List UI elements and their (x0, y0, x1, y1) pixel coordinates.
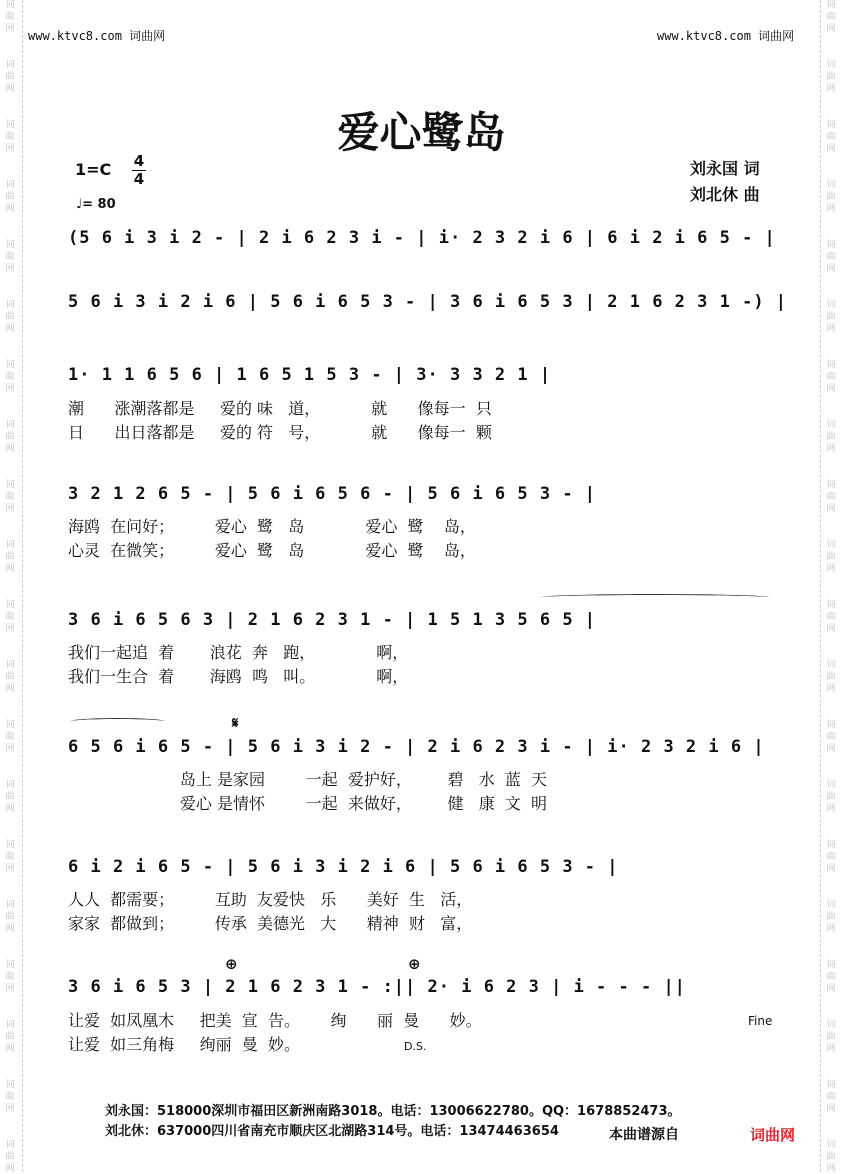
lyric-line-4b: 心灵 在微笑； 爱心 鹭 岛 爱心 鹭 岛， (68, 541, 476, 560)
side-watermark-char: 网 (5, 504, 15, 514)
side-watermark-char: 词 (5, 960, 15, 970)
tie-arc-cont (70, 718, 165, 725)
side-watermark-char: 词 (826, 240, 836, 250)
side-watermark-char: 曲 (826, 972, 836, 982)
lyric-line-8a: 让爱 如凤凰木 把美 宣 告。 绚 丽 曼 妙。 (68, 1011, 482, 1030)
side-watermark-char: 词 (5, 360, 15, 370)
lyric-line-7b: 家家 都做到； 传承 美德光 大 精神 财 富， (68, 914, 473, 933)
side-watermark-char: 词 (5, 900, 15, 910)
side-watermark-char: 网 (5, 1104, 15, 1114)
lyricist-credit: 刘永国 词 (690, 159, 760, 178)
side-watermark-char: 曲 (826, 252, 836, 262)
lyric-line-5a: 我们一起追 着 浪花 奔 跑， 啊， (68, 643, 409, 662)
side-watermark-char: 词 (826, 0, 836, 10)
side-watermark-char: 网 (826, 324, 836, 334)
side-watermark-char: 曲 (5, 1032, 15, 1042)
side-watermark-char: 词 (5, 600, 15, 610)
side-watermark-char: 词 (5, 720, 15, 730)
lyric-line-3a: 潮 涨潮落都是 爱的 味 道， 就 像每一 只 (68, 399, 492, 418)
right-watermark-strip (820, 0, 843, 1172)
side-watermark-char: 曲 (826, 912, 836, 922)
side-watermark-char: 网 (826, 264, 836, 274)
side-watermark-char: 网 (826, 144, 836, 154)
notation-line-4: 3 2 1 2 6 5 - | 5 6 i 6 5 6 - | 5 6 i 6 5 3 - | (68, 484, 597, 504)
side-watermark-char: 网 (826, 624, 836, 634)
side-watermark-char: 词 (826, 1080, 836, 1090)
lyric-line-6b: 爱心 是情怀 一起 来做好， 健 康 文 明 (68, 794, 548, 813)
side-watermark-char: 曲 (5, 972, 15, 982)
notation-line-1: (5 6 i 3 i 2 - | 2 i 6 2 3 i - | i· 2 3 2 i 6 | 6 i 2 i 6 5 - | (68, 228, 776, 248)
side-watermark-char: 网 (5, 1164, 15, 1174)
notation-line-7: 6 i 2 i 6 5 - | 5 6 i 3 i 2 i 6 | 5 6 i 6 5 3 - | (68, 857, 619, 877)
fine-marking: Fine (748, 1014, 773, 1028)
side-watermark-char: 曲 (826, 492, 836, 502)
notation-line-3: 1· 1 1 6 5 6 | 1 6 5 1 5 3 - | 3· 3 3 2 1 | (68, 365, 552, 385)
side-watermark-char: 曲 (5, 492, 15, 502)
side-watermark-char: 曲 (826, 792, 836, 802)
tempo-marking: ♩= 80 (76, 197, 116, 212)
side-watermark-char: 网 (5, 384, 15, 394)
lyric-line-5b: 我们一生合 着 海鸥 鸣 叫。 啊， (68, 667, 409, 686)
side-watermark-char: 曲 (5, 1092, 15, 1102)
side-watermark-char: 曲 (5, 312, 15, 322)
lyric-line-6a: 岛上 是家园 一起 爱护好， 碧 水 蓝 天 (68, 770, 548, 789)
side-watermark-char: 曲 (5, 732, 15, 742)
side-watermark-char: 曲 (5, 852, 15, 862)
side-watermark-char: 网 (5, 264, 15, 274)
side-watermark-char: 词 (826, 960, 836, 970)
time-top: 4 (133, 152, 145, 170)
side-watermark-char: 词 (5, 1020, 15, 1030)
notation-line-6: 6 5 6 i 6 5 - | 5 6 i 3 i 2 - | 2 i 6 2 3 i - | i· 2 3 2 i 6 | (68, 737, 765, 757)
side-watermark-char: 曲 (5, 552, 15, 562)
side-watermark-char: 网 (5, 1044, 15, 1054)
side-watermark-char: 网 (826, 564, 836, 574)
notation-line-5: 3 6 i 6 5 6 3 | 2 1 6 2 3 1 - | 1 5 1 3 5 6 5 | (68, 610, 597, 630)
side-watermark-char: 网 (5, 444, 15, 454)
side-watermark-char: 网 (826, 504, 836, 514)
ds-marking: D.S. (404, 1040, 427, 1053)
side-watermark-char: 词 (826, 480, 836, 490)
side-watermark-char: 网 (826, 1164, 836, 1174)
footer-contact-1: 刘永国：518000深圳市福田区新洲南路3018。电话：13006622780。QQ：1678852473。 (105, 1104, 681, 1119)
side-watermark-char: 曲 (5, 672, 15, 682)
side-watermark-char: 词 (826, 840, 836, 850)
source-label: 本曲谱源自 (605, 1124, 683, 1144)
notation-line-8: 3 6 i 6 5 3 | 2 1 6 2 3 1 - :|| 2· i 6 2 3 | i - - - || (68, 977, 686, 997)
lyric-line-4a: 海鸥 在问好； 爱心 鹭 岛 爱心 鹭 岛， (68, 517, 476, 536)
side-watermark-char: 词 (5, 0, 15, 10)
side-watermark-char: 网 (826, 804, 836, 814)
side-watermark-char: 网 (5, 864, 15, 874)
song-title: 爱心鹭岛 (337, 108, 506, 157)
side-watermark-char: 网 (5, 84, 15, 94)
side-watermark-char: 曲 (826, 1152, 836, 1162)
side-watermark-char: 词 (5, 240, 15, 250)
side-watermark-char: 曲 (5, 1152, 15, 1162)
side-watermark-char: 曲 (5, 252, 15, 262)
side-watermark-char: 词 (5, 420, 15, 430)
side-watermark-char: 网 (826, 204, 836, 214)
side-watermark-char: 网 (5, 324, 15, 334)
side-watermark-char: 词 (5, 660, 15, 670)
composer-credit: 刘北休 曲 (690, 185, 760, 204)
side-watermark-char: 词 (826, 300, 836, 310)
side-watermark-char: 网 (5, 564, 15, 574)
side-watermark-char: 曲 (5, 912, 15, 922)
side-watermark-char: 词 (826, 180, 836, 190)
brand-logo-text: 词曲网 (750, 1126, 796, 1144)
side-watermark-char: 词 (5, 60, 15, 70)
side-watermark-char: 词 (826, 120, 836, 130)
notation-line-2: 5 6 i 3 i 2 i 6 | 5 6 i 6 5 3 - | 3 6 i 6 5 3 | 2 1 6 2 3 1 -) | (68, 292, 788, 312)
side-watermark-char: 曲 (5, 132, 15, 142)
side-watermark-char: 网 (826, 1104, 836, 1114)
side-watermark-char: 词 (5, 180, 15, 190)
side-watermark-char: 曲 (826, 192, 836, 202)
side-watermark-char: 曲 (5, 12, 15, 22)
side-watermark-char: 曲 (826, 432, 836, 442)
lyric-line-8b: 让爱 如三角梅 绚丽 曼 妙。 (68, 1035, 300, 1054)
side-watermark-char: 曲 (5, 792, 15, 802)
side-watermark-char: 词 (826, 420, 836, 430)
left-watermark-strip (0, 0, 23, 1172)
side-watermark-char: 词 (826, 60, 836, 70)
side-watermark-char: 网 (5, 204, 15, 214)
side-watermark-char: 网 (826, 744, 836, 754)
side-watermark-char: 曲 (826, 72, 836, 82)
side-watermark-char: 曲 (826, 372, 836, 382)
side-watermark-char: 词 (5, 780, 15, 790)
footer-contact-2: 刘北休：637000四川省南充市顺庆区北湖路314号。电话：13474463654 (105, 1124, 559, 1139)
side-watermark-char: 词 (826, 900, 836, 910)
side-watermark-char: 曲 (826, 732, 836, 742)
lyric-line-7a: 人人 都需要； 互助 友爱快 乐 美好 生 活， (68, 890, 473, 909)
side-watermark-char: 曲 (5, 192, 15, 202)
segno-mark: 𝄋 (232, 714, 239, 732)
side-watermark-char: 曲 (826, 1092, 836, 1102)
coda-mark-1: ⊕ (225, 955, 238, 973)
side-watermark-char: 网 (5, 624, 15, 634)
side-watermark-char: 曲 (5, 612, 15, 622)
side-watermark-char: 网 (5, 24, 15, 34)
lyric-line-3b: 日 出日落都是 爱的 符 号， 就 像每一 颗 (68, 423, 492, 442)
time-bottom: 4 (133, 170, 145, 188)
side-watermark-char: 词 (5, 840, 15, 850)
side-watermark-char: 词 (826, 720, 836, 730)
site-watermark-right: www.ktvc8.com 词曲网 (657, 29, 795, 43)
side-watermark-char: 网 (826, 984, 836, 994)
side-watermark-char: 词 (5, 540, 15, 550)
side-watermark-char: 曲 (5, 72, 15, 82)
side-watermark-char: 网 (826, 444, 836, 454)
side-watermark-char: 网 (826, 1044, 836, 1054)
side-watermark-char: 网 (5, 804, 15, 814)
side-watermark-char: 曲 (5, 372, 15, 382)
side-watermark-char: 网 (5, 144, 15, 154)
side-watermark-char: 词 (826, 360, 836, 370)
time-signature (132, 154, 146, 187)
side-watermark-char: 词 (826, 1140, 836, 1150)
side-watermark-char: 曲 (826, 612, 836, 622)
side-watermark-char: 词 (5, 1140, 15, 1150)
side-watermark-char: 网 (5, 684, 15, 694)
side-watermark-char: 曲 (826, 552, 836, 562)
side-watermark-char: 曲 (826, 12, 836, 22)
side-watermark-char: 网 (826, 24, 836, 34)
side-watermark-char: 词 (826, 780, 836, 790)
side-watermark-char: 曲 (826, 672, 836, 682)
side-watermark-char: 网 (826, 84, 836, 94)
side-watermark-char: 词 (5, 300, 15, 310)
side-watermark-char: 网 (826, 384, 836, 394)
side-watermark-char: 曲 (826, 1032, 836, 1042)
side-watermark-char: 曲 (826, 132, 836, 142)
side-watermark-char: 网 (5, 924, 15, 934)
side-watermark-char: 网 (5, 984, 15, 994)
side-watermark-char: 曲 (826, 852, 836, 862)
side-watermark-char: 曲 (5, 432, 15, 442)
side-watermark-char: 词 (5, 1080, 15, 1090)
side-watermark-char: 词 (826, 660, 836, 670)
coda-mark-2: ⊕ (408, 955, 421, 973)
side-watermark-char: 词 (826, 600, 836, 610)
key-signature: 1=C (75, 160, 112, 179)
side-watermark-char: 网 (826, 864, 836, 874)
side-watermark-char: 词 (5, 120, 15, 130)
side-watermark-char: 网 (5, 744, 15, 754)
tie-arc (540, 594, 770, 601)
side-watermark-char: 词 (5, 480, 15, 490)
side-watermark-char: 网 (826, 684, 836, 694)
side-watermark-char: 词 (826, 540, 836, 550)
side-watermark-char: 词 (826, 1020, 836, 1030)
side-watermark-char: 曲 (826, 312, 836, 322)
side-watermark-char: 网 (826, 924, 836, 934)
site-watermark-left: www.ktvc8.com 词曲网 (28, 29, 166, 43)
